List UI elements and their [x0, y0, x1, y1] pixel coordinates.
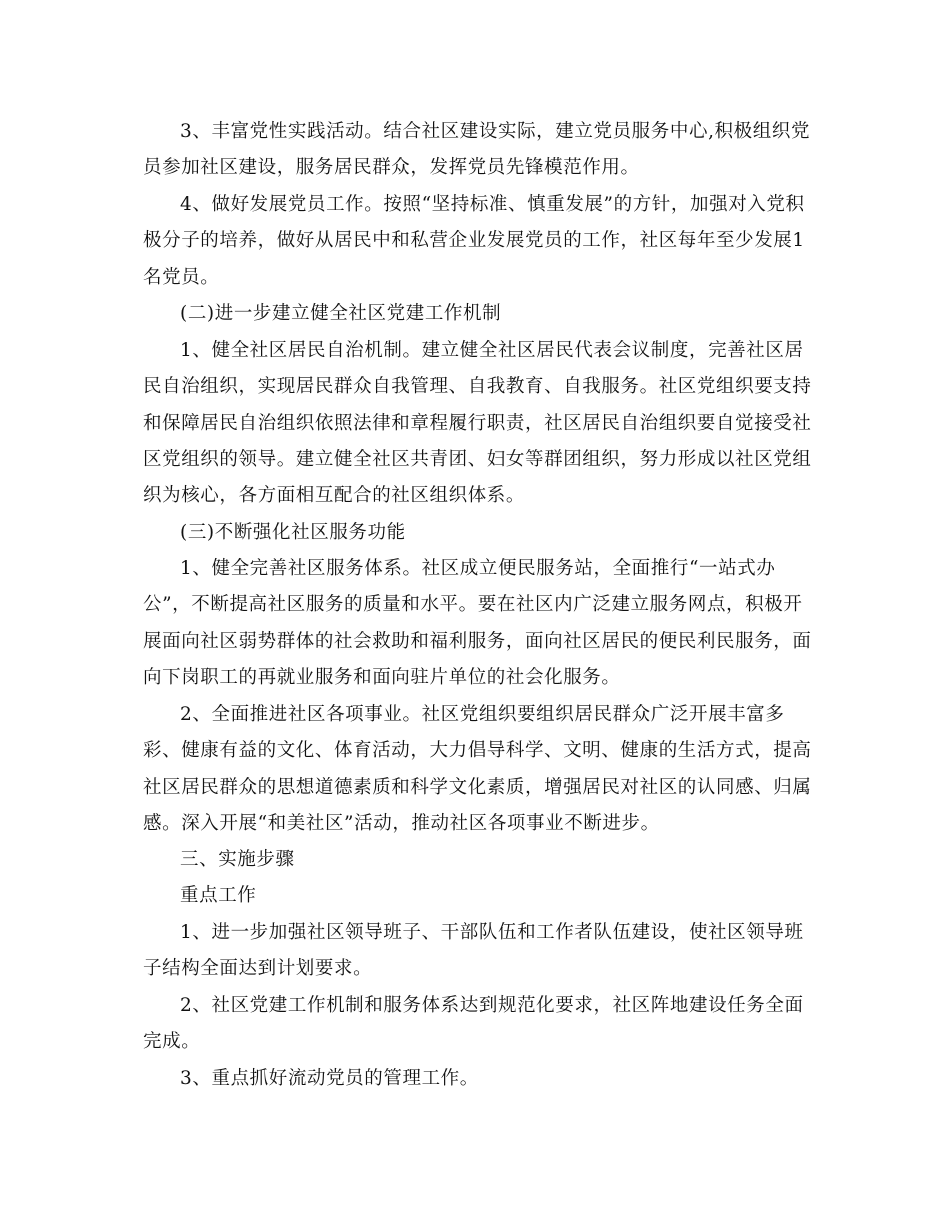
- key-work-item-2: 2、社区党建工作机制和服务体系达到规范化要求，社区阵地建设任务全面完成。: [143, 995, 804, 1053]
- subheading-key-work: 重点工作: [180, 885, 257, 906]
- paragraph-community-affairs: 2、全面推进社区各项事业。社区党组织要组织居民群众广泛开展丰富多彩、健康有益的文化、体育活动，大力倡导科学、文明、健康的生活方式，提高社区居民群众的思想道德素质和科学文化素质，增强居民对社区的认同感、归属感。深入开展“和美社区”活动，推动社区各项事业不断进步。: [143, 704, 812, 834]
- section-heading-2: (二)进一步建立健全社区党建工作机制: [180, 303, 502, 324]
- paragraph-service-system: 1、健全完善社区服务体系。社区成立便民服务站，全面推行“一站式办公”，不断提高社区服务的质量和水平。要在社区内广泛建立服务网点，积极开展面向社区弱势群体的社会救助和福利服务，面向社区居民的便民利民服务，面向下岗职工的再就业服务和面向驻片单位的社会化服务。: [143, 558, 812, 688]
- section-heading-steps: 三、实施步骤: [180, 849, 295, 870]
- paragraph-item-3: 3、丰富党性实践活动。结合社区建设实际，建立党员服务中心,积极组织党员参加社区建设，服务居民群众，发挥党员先锋模范作用。: [143, 121, 811, 179]
- key-work-item-1: 1、进一步加强社区领导班子、干部队伍和工作者队伍建设，使社区领导班子结构全面达到计划要求。: [143, 922, 804, 980]
- paragraph-self-governance: 1、健全社区居民自治机制。建立健全社区居民代表会议制度，完善社区居民自治组织，实现居民群众自我管理、自我教育、自我服务。社区党组织要支持和保障居民自治组织依照法律和章程履行职责，社区居民自治组织要自觉接受社区党组织的领导。建立健全社区共青团、妇女等群团组织，努力形成以社区党组织为核心，各方面相互配合的社区组织体系。: [143, 340, 812, 507]
- paragraph-item-4: 4、做好发展党员工作。按照“坚持标准、慎重发展”的方针，加强对入党积极分子的培养，做好从居民中和私营企业发展党员的工作，社区每年至少发展1名党员。: [143, 194, 805, 288]
- section-heading-3: (三)不断强化社区服务功能: [180, 522, 406, 543]
- key-work-item-3: 3、重点抓好流动党员的管理工作。: [180, 1068, 479, 1089]
